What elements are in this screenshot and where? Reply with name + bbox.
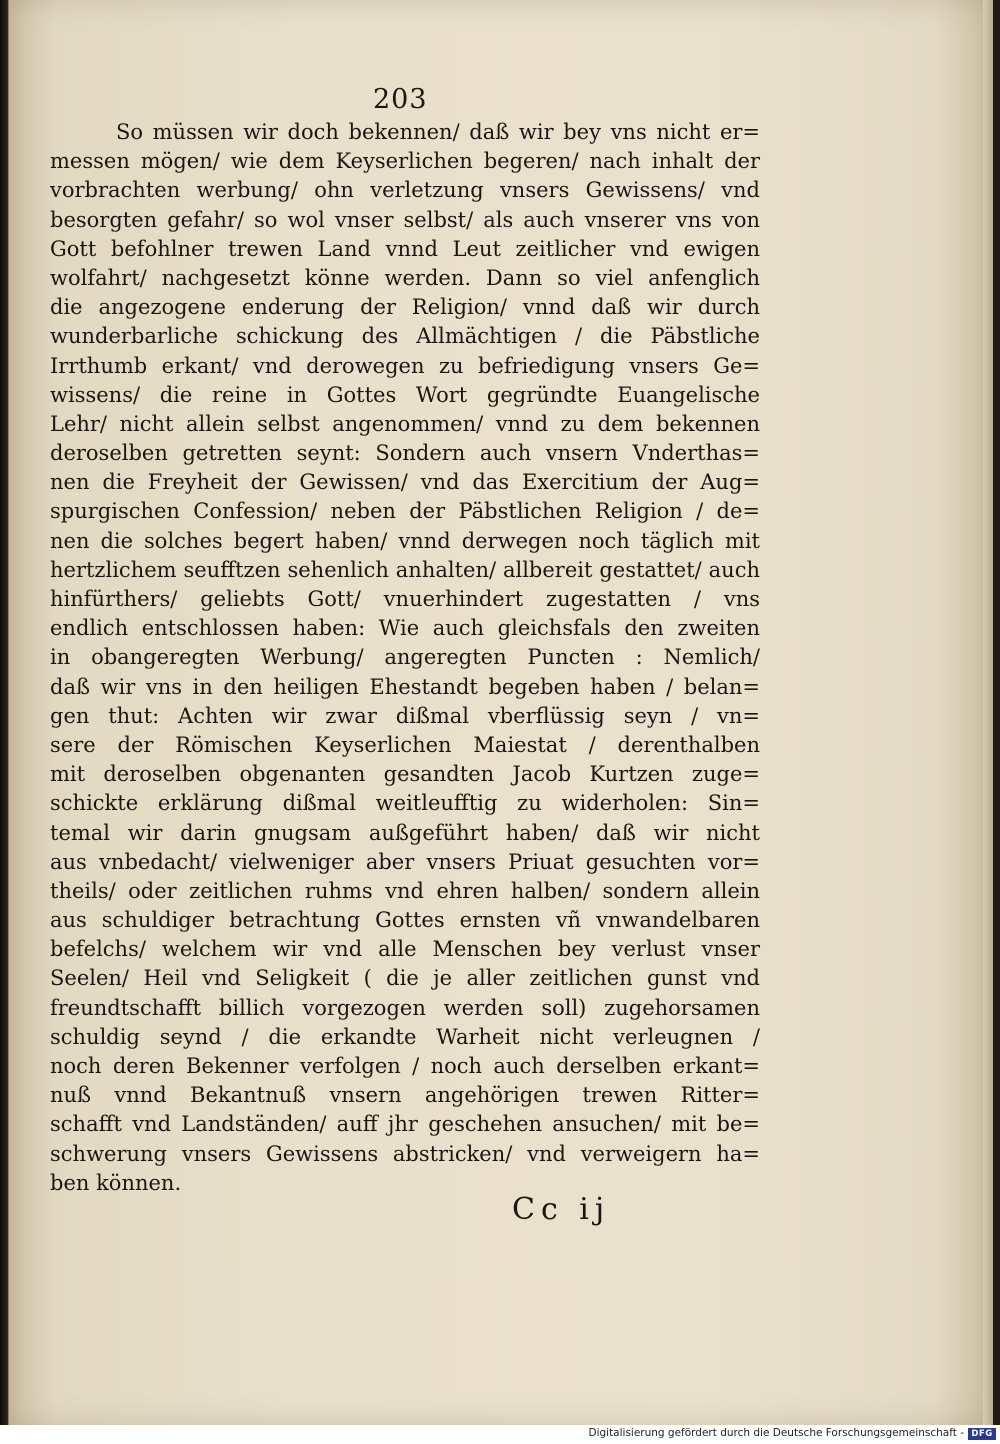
text-line: die angezogene enderung der Religion/ vnnd daß wir durch bbox=[50, 295, 760, 320]
footer-bar bbox=[0, 1425, 1000, 1444]
text-line: Seelen/ Heil vnd Seligkeit ( die je aller zeitlichen gunst vnd bbox=[50, 966, 760, 991]
page-number: 203 bbox=[373, 84, 428, 115]
text-line: sere der Römischen Keyserlichen Maiestat / derenthalben bbox=[50, 732, 760, 757]
text-line: hertzlichem seufftzen sehenlich anhalten/ allbereit gestattet/ auch bbox=[50, 557, 760, 582]
text-line: vorbrachten werbung/ ohn verletzung vnsers Gewissens/ vnd bbox=[50, 178, 760, 203]
text-line: gen thut: Achten wir zwar dißmal vberflüssig seyn / vn= bbox=[50, 703, 760, 728]
text-line: nen die solches begert haben/ vnnd derwegen noch täglich mit bbox=[50, 528, 760, 553]
text-line: noch deren Bekenner verfolgen / noch auch derselben erkant= bbox=[50, 1054, 760, 1078]
signature-mark: Cc ij bbox=[512, 1192, 611, 1227]
text-line: theils/ oder zeitlichen ruhms vnd ehren halben/ sondern allein bbox=[50, 878, 760, 903]
text-line: schafft vnd Landständen/ auff jhr geschehen ansuchen/ mit be= bbox=[50, 1112, 760, 1137]
text-line: deroselben getretten seynt: Sondern auch vnsern Vnderthas= bbox=[50, 441, 760, 466]
text-line: schuldig seynd / die erkandte Warheit nicht verleugnen / bbox=[50, 1024, 760, 1049]
text-line: hinfürthers/ geliebts Gott/ vnuerhindert zugestatten / vns bbox=[50, 587, 760, 611]
text-line: wissens/ die reine in Gottes Wort gegründte Euangelische bbox=[50, 382, 760, 407]
text-line: aus schuldiger betrachtung Gottes ernsten vñ vnwandelbaren bbox=[50, 908, 760, 933]
text-line: schickte erklärung dißmal weitleufftig zu widerholen: Sin= bbox=[50, 791, 760, 816]
text-line: schwerung vnsers Gewissens abstricken/ vnd verweigern ha= bbox=[50, 1141, 760, 1166]
text-line: besorgten gefahr/ so wol vnser selbst/ als auch vnserer vns von bbox=[50, 207, 760, 232]
text-line: in obangeregten Werbung/ angeregten Puncten : Nemlich/ bbox=[50, 645, 760, 670]
body-text bbox=[50, 118, 760, 1198]
dfg-logo: DFG bbox=[968, 1428, 996, 1440]
text-line: ben können. bbox=[50, 1170, 182, 1195]
text-line: Irrthumb erkant/ vnd derowegen zu befriedigung vnsers Ge= bbox=[50, 353, 760, 378]
text-line: messen mögen/ wie dem Keyserlichen begeren/ nach inhalt der bbox=[50, 149, 760, 174]
text-line: befelchs/ welchem wir vnd alle Menschen bey verlust vnser bbox=[50, 937, 760, 962]
text-line: aus vnbedacht/ vielweniger aber vnsers Priuat gesuchten vor= bbox=[50, 849, 760, 874]
text-line: endlich entschlossen haben: Wie auch gleichsfals den zweiten bbox=[50, 616, 760, 641]
text-line: So müssen wir doch bekennen/ daß wir bey vns nicht er= bbox=[116, 120, 760, 144]
text-line: freundtschafft billich vorgezogen werden soll) zugehorsamen bbox=[50, 995, 760, 1020]
text-line: daß wir vns in den heiligen Ehestandt begeben haben / belan= bbox=[50, 674, 760, 699]
text-line: mit deroselben obgenanten gesandten Jacob Kurtzen zuge= bbox=[50, 762, 760, 787]
page-edge bbox=[983, 0, 993, 1425]
text-line: temal wir darin gnugsam außgeführt haben/ daß wir nicht bbox=[50, 820, 760, 845]
text-line: Gott befohlner trewen Land vnnd Leut zeitlicher vnd ewigen bbox=[50, 236, 760, 261]
text-line: wolfahrt/ nachgesetzt könne werden. Dann so viel anfenglich bbox=[50, 265, 760, 290]
text-line: spurgischen Confession/ neben der Päbstlichen Religion / de= bbox=[50, 499, 760, 524]
text-line: nuß vnnd Bekantnuß vnsern angehörigen trewen Ritter= bbox=[50, 1083, 760, 1108]
text-line: nen die Freyheit der Gewissen/ vnd das Exercitium der Aug= bbox=[50, 470, 760, 495]
text-line: Lehr/ nicht allein selbst angenommen/ vnnd zu dem bekennen bbox=[50, 411, 760, 436]
text-line: wunderbarliche schickung des Allmächtigen / die Päbstliche bbox=[50, 324, 760, 349]
footer-credit: Digitalisierung gefördert durch die Deutsche Forschungsgemeinschaft - bbox=[588, 1427, 964, 1439]
